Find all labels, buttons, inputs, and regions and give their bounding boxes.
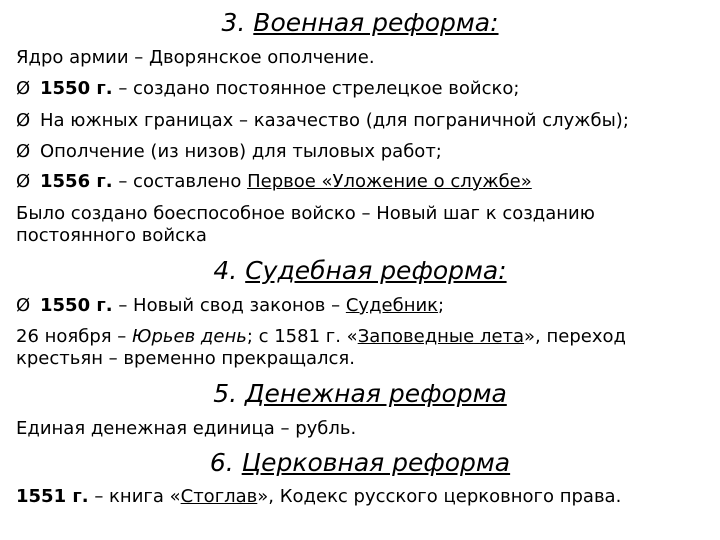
bullet-arrow-icon: Ø (16, 78, 31, 99)
text-start: 26 ноября – (16, 326, 133, 347)
heading-number: 4. (213, 256, 238, 285)
bullet-arrow-icon: Ø (16, 110, 31, 131)
heading-number: 6. (209, 448, 234, 477)
ulozhenie-link: Первое «Уложение о службе» (247, 171, 532, 192)
bullet-end: ; (438, 295, 445, 316)
heading-number: 5. (213, 379, 238, 408)
military-bullet-4 (16, 171, 532, 193)
text-mid: – книга « (88, 486, 181, 507)
yuriev-den: Юрьев день (132, 326, 247, 347)
heading-title: Денежная реформа (245, 379, 507, 408)
bullet-text: На южных границах – казачество (для пограничной службы); (40, 110, 629, 131)
year-1556: 1556 г. (40, 171, 113, 192)
military-bullet-3 (16, 141, 442, 163)
bullet-arrow-icon: Ø (16, 295, 31, 316)
heading-title: Церковная реформа (241, 448, 511, 477)
text-end: », Кодекс русского церковного права. (257, 486, 622, 507)
heading-military-reform (0, 8, 720, 38)
monetary-text: Единая денежная единица – рубль. (16, 418, 357, 439)
heading-title: Военная реформа: (253, 8, 499, 37)
judicial-bullet (16, 295, 444, 317)
stoglav-link: Стоглав (180, 486, 258, 507)
heading-judicial-reform (0, 256, 720, 286)
zapovednye-leta-link: Заповедные лета (357, 326, 525, 347)
heading-title: Судебная реформа: (245, 256, 507, 285)
military-outro-line-2: постоянного войска (16, 225, 207, 246)
bullet-arrow-icon: Ø (16, 141, 31, 162)
bullet-text: – создано постоянное стрелецкое войско; (112, 78, 520, 99)
church-text (16, 486, 621, 508)
military-bullet-1 (16, 78, 519, 100)
bullet-arrow-icon: Ø (16, 171, 31, 192)
judicial-paragraph-line-1 (16, 326, 626, 348)
bullet-text: – Новый свод законов – (112, 295, 346, 316)
judicial-paragraph-line-2: крестьян – временно прекращался. (16, 348, 355, 369)
sudebnik-link: Судебник (345, 295, 439, 316)
bullet-text: Ополчение (из низов) для тыловых работ; (40, 141, 442, 162)
heading-monetary-reform (0, 379, 720, 409)
bullet-text: – составлено (112, 171, 248, 192)
military-bullet-2 (16, 110, 629, 132)
year-1550: 1550 г. (40, 78, 113, 99)
year-1551: 1551 г. (16, 486, 89, 507)
year-1550: 1550 г. (40, 295, 113, 316)
text-end: », переход (524, 326, 626, 347)
military-outro-line-1: Было создано боеспособное войско – Новый шаг к созданию (16, 203, 595, 224)
heading-church-reform (0, 448, 720, 478)
heading-number: 3. (221, 8, 246, 37)
military-intro: Ядро армии – Дворянское ополчение. (16, 47, 375, 68)
text-mid: ; с 1581 г. « (246, 326, 358, 347)
